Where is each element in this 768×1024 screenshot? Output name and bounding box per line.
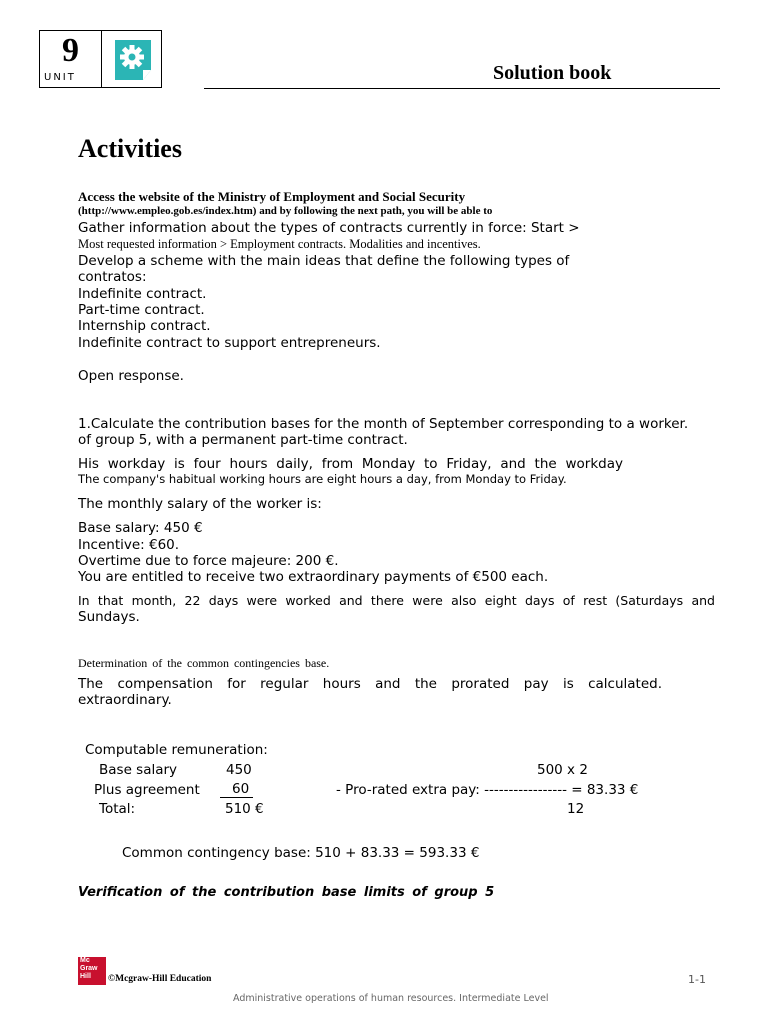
verification-heading: Verification of the contribution base limits of group 5: [78, 885, 495, 900]
prorate-denominator: 12: [567, 801, 585, 817]
salary-item: Base salary: 450 €: [78, 520, 203, 536]
header-rule: [204, 88, 720, 89]
salary-item: Overtime due to force majeure: 200 €.: [78, 553, 339, 569]
exercise-line-6: You are entitled to receive two extraordinary payments of €500 each.: [78, 569, 549, 585]
intro-line-4: Most requested information > Employment contracts. Modalities and incentives.: [78, 237, 481, 251]
open-response: Open response.: [78, 368, 184, 384]
exercise-line-4: The company's habitual working hours are eight hours a day, from Monday to Friday.: [78, 472, 567, 486]
exercise-line-3: His workday is four hours daily, from Monday to Friday, and the workday: [78, 456, 623, 472]
unit-label: UNIT: [44, 72, 76, 83]
unit-badge: [39, 30, 162, 88]
exercise-line-5: The monthly salary of the worker is:: [78, 496, 322, 512]
page-number: 1-1: [688, 973, 706, 986]
contingency-base: Common contingency base: 510 + 83.33 = 593.33 €: [122, 845, 480, 861]
list-item: Internship contract.: [78, 318, 211, 334]
intro-line-6: contratos:: [78, 269, 147, 285]
prorate-formula: - Pro-rated extra pay: ----------------- = 83.33 €: [336, 782, 639, 798]
book-title: Solution book: [493, 62, 612, 84]
publisher-credit: ©Mcgraw-Hill Education: [108, 974, 212, 984]
section-title: Activities: [78, 134, 182, 163]
mcgraw-hill-logo: [78, 957, 106, 985]
list-item: Indefinite contract.: [78, 286, 207, 302]
logo-text: Graw: [80, 965, 98, 972]
intro-line-3: Gather information about the types of contracts currently in force: Start >: [78, 220, 580, 236]
prorate-numerator: 500 x 2: [537, 762, 588, 778]
determination-heading: Determination of the common contingencies base.: [78, 656, 330, 670]
calc-total-value: 510 €: [225, 801, 264, 817]
logo-text: Hill: [80, 973, 91, 980]
calc-plus-value: 60: [220, 782, 253, 798]
exercise-line-8: Sundays.: [78, 609, 140, 625]
logo-text: Mc: [80, 957, 90, 964]
unit-badge-divider: [101, 31, 102, 87]
list-item: Part-time contract.: [78, 302, 205, 318]
course-footer: Administrative operations of human resources. Intermediate Level: [233, 993, 549, 1004]
salary-item: Incentive: €60.: [78, 537, 180, 553]
intro-line-2: (http://www.empleo.gob.es/index.htm) and by following the next path, you will be able to: [78, 205, 493, 217]
determination-line-2: extraordinary.: [78, 692, 172, 708]
calc-base-value: 450: [226, 762, 252, 778]
intro-line-5: Develop a scheme with the main ideas that define the following types of: [78, 253, 570, 269]
unit-number: 9: [62, 32, 79, 69]
list-item: Indefinite contract to support entrepreneurs.: [78, 335, 381, 351]
determination-line-1: The compensation for regular hours and the prorated pay is calculated.: [78, 676, 662, 692]
exercise-line-2: of group 5, with a permanent part-time contract.: [78, 432, 408, 448]
calc-base-label: Base salary: [99, 762, 178, 778]
calc-plus-label: Plus agreement: [94, 782, 200, 798]
exercise-line-1: 1.Calculate the contribution bases for the month of September corresponding to a worker.: [78, 416, 689, 432]
gear-document-icon: [115, 40, 151, 80]
calc-heading: Computable remuneration:: [85, 742, 268, 758]
intro-line-1: Access the website of the Ministry of Employment and Social Security: [78, 189, 466, 204]
exercise-line-7: In that month, 22 days were worked and there were also eight days of rest (Saturdays and: [78, 593, 715, 608]
calc-total-label: Total:: [99, 801, 136, 817]
